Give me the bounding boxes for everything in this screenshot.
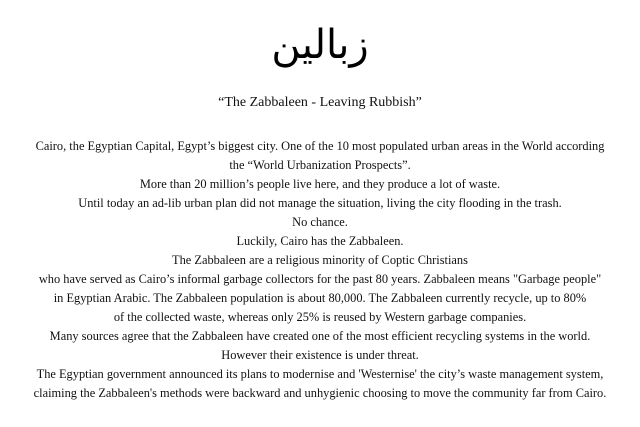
body-line: The Zabbaleen are a religious minority of Coptic Christians [172,253,468,267]
body-line: the “World Urbanization Prospects”. [229,158,411,172]
body-line: The Egyptian government announced its plans to modernise and 'Westernise' the city’s waste management system, [36,367,604,381]
body-line: claiming the Zabbaleen's methods were backward and unhygienic choosing to move the community far from Cairo. [33,386,607,400]
body-line: Many sources agree that the Zabbaleen have created one of the most efficient recycling systems in the world. [49,329,591,343]
body-line: in Egyptian Arabic. The Zabbaleen population is about 80,000. The Zabbaleen currently recycle, up to 80% [53,291,587,305]
body-line: Luckily, Cairo has the Zabbaleen. [236,234,404,248]
body-line: Until today an ad-lib urban plan did not manage the situation, living the city flooding in the trash. [78,196,562,210]
body-line: who have served as Cairo’s informal garbage collectors for the past 80 years. Zabbaleen means "Garbage people" [38,272,602,286]
arabic-logo: زبالين [271,22,369,68]
page-title: “The Zabbaleen - Leaving Rubbish” [218,95,422,110]
body-line: of the collected waste, whereas only 25% is reused by Western garbage companies. [113,310,527,324]
body-line: However their existence is under threat. [221,348,419,362]
body-line: No chance. [292,215,348,229]
body-text [10,137,630,403]
body-line: Cairo, the Egyptian Capital, Egypt’s biggest city. One of the 10 most populated urban areas in the World according [35,139,605,153]
body-line: More than 20 million’s people live here, and they produce a lot of waste. [139,177,501,191]
